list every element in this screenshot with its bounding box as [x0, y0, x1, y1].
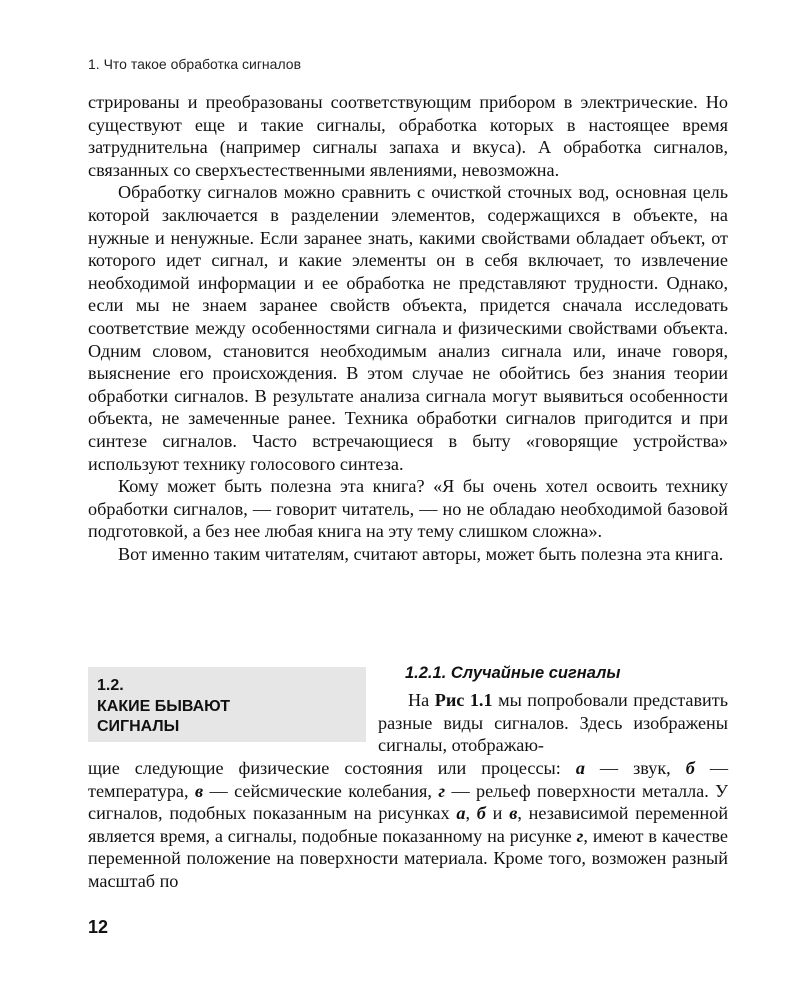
section-title-line: СИГНАЛЫ — [97, 718, 180, 735]
text-span: — звук, — [599, 758, 671, 778]
figure-label: б — [685, 758, 695, 778]
running-head: 1. Что такое обработка сигналов — [88, 56, 302, 72]
text-span: и — [492, 803, 503, 824]
section-number: 1.2. — [97, 677, 124, 694]
figure-label: в — [194, 780, 204, 801]
section-heading-box — [88, 667, 366, 742]
wrapped-paragraph — [378, 689, 728, 757]
subsection-title: 1.2.1. Случайные сигналы — [405, 664, 621, 682]
paragraph: Обработку сигналов можно сравнить с очисткой сточных вод, основная цель которой заключается в разделении элементов, содержащихся в объекте, на нужные и ненужные. Если заранее знать, какими свойствами обладает объект, от которого идет сигнал, и какие элементы он в себя включает, то извлечение необходимой информации и ее обработка не представляют трудности. Однако, если мы не знаем заранее свойств объекта, придется сначала исследовать соответствие между особенностями сигнала и физическими свойствами объекта. Одним словом, становится необходимым анализ сигнала или, иначе говоря, выяснение его происхождения. В этом случае не обойтись без знания теории обработки сигналов. В результате анализа сигнала могут выявиться особенности объекта, не замеченные ранее. Техника обработки сигналов пригодится и при синтезе сигналов. Часто встречающиеся в быту «говорящие устройства» используют технику голосового синтеза. — [88, 182, 728, 474]
figure-label: г — [576, 825, 584, 846]
figure-label: б — [476, 803, 486, 824]
figure-label: г — [438, 780, 446, 801]
figure-reference: Рис 1.1 — [434, 690, 493, 710]
text-span: — сейсмические колебания, — [209, 780, 432, 801]
paragraph: Кому может быть полезна эта книга? «Я бы очень хотел освоить технику обработки сигналов, — говорит читатель, — но не обладаю необходимой базовой подготовкой, а без нее любая книга на эту тему слишком сложна». — [88, 476, 728, 542]
section-title-line: КАКИЕ БЫВАЮТ — [97, 697, 231, 715]
text-span: — рельеф поверхности металла. У сигналов, подобных показанным на рисунках — [88, 780, 729, 824]
figure-label: а — [575, 758, 585, 778]
text-span: мы попробовали представить разные виды сигналов. Здесь изображены сигналы, отображаю- — [378, 690, 729, 756]
body-text — [88, 91, 728, 565]
continued-paragraph: щие следующие физические состояния или процессы: а — звук, б — температура, в — сейсмические колебания, г — рельеф поверхности металла. У сигналов, подобных показанным на рисунках а, б и в, независимой переменной является время, а сигналы, подобные показанному на рисунке г, имеют в качестве переменной положение на поверхности материала. Кроме того, возможен разный масштаб по — [88, 758, 729, 891]
figure-label: а — [456, 803, 466, 824]
text-span: , независимой переменной является время, а сигналы, подобные показанному на рисунке — [88, 803, 729, 846]
text-span: , имеют в качестве переменной положение на поверхности материала. Кроме того, возможен разный масштаб по — [88, 825, 728, 891]
text-span: — температура, — [88, 758, 728, 801]
paragraph: Вот именно таким читателям, считают авторы, может быть полезна эта книга. — [118, 543, 724, 564]
page-number: 12 — [88, 917, 109, 937]
paragraph: стрированы и преобразованы соответствующим прибором в электрические. Но существуют еще и такие сигналы, обработка которых в настоящее время затруднительна (например сигналы запаха и вкуса). А обработка сигналов, связанных со сверхъестественными явлениями, невозможна. — [88, 92, 728, 180]
text-span: На — [408, 690, 430, 710]
figure-label: в — [509, 803, 518, 824]
text-span: щие следующие физические состояния или процессы: — [88, 758, 561, 778]
